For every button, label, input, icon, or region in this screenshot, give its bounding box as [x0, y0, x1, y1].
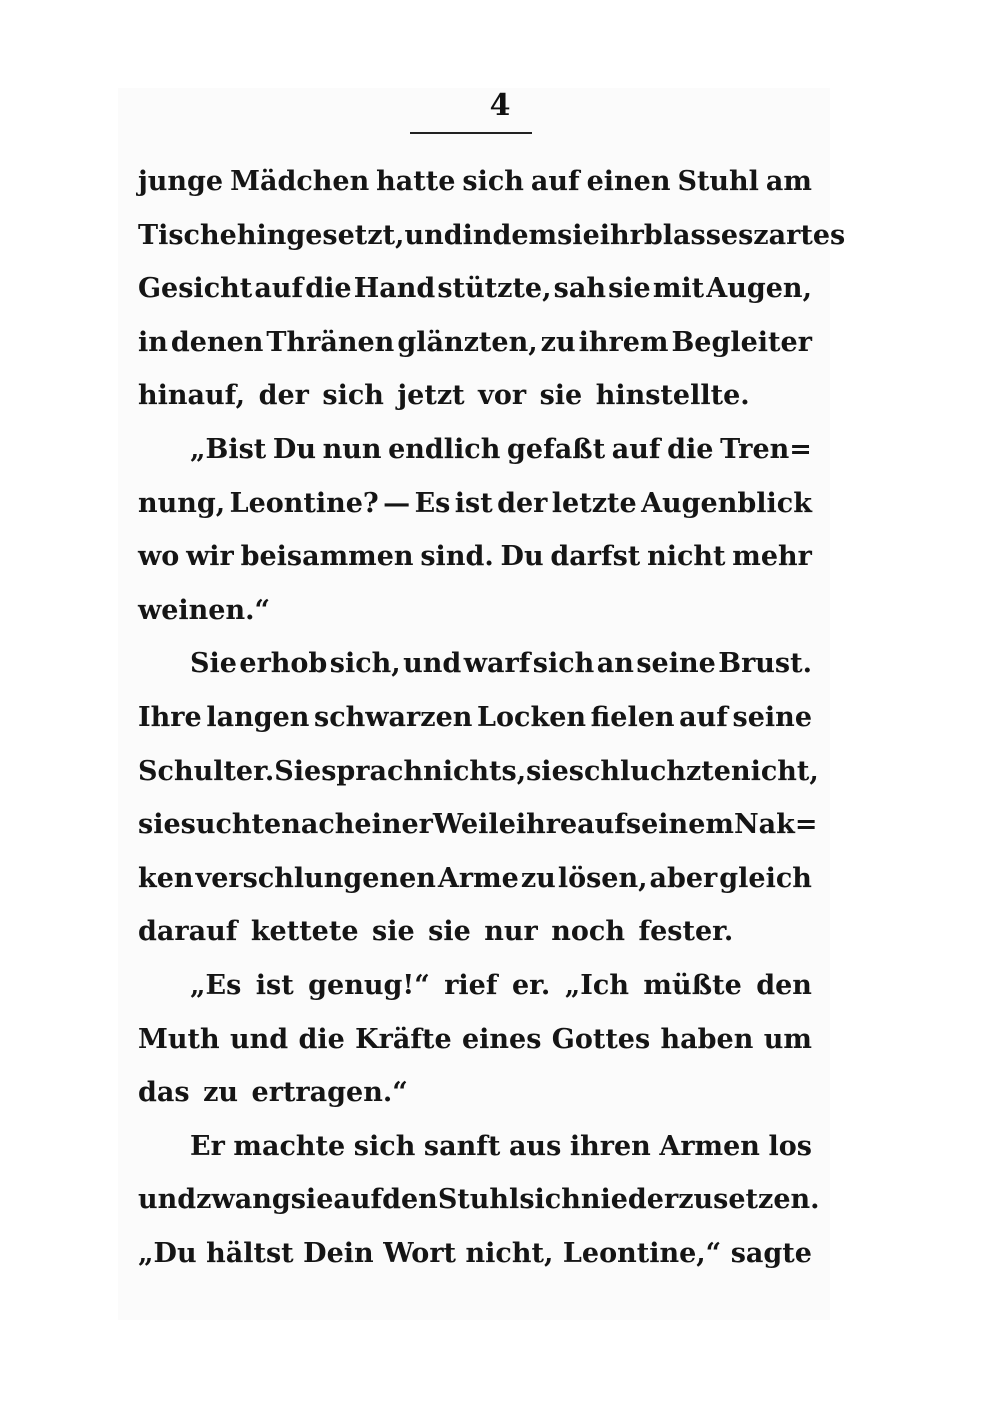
text-line	[138, 905, 812, 959]
word: denen	[170, 326, 264, 358]
word: ken	[138, 862, 194, 894]
word: zu	[540, 326, 576, 358]
word: einer	[354, 809, 433, 841]
word: „Du	[138, 1237, 197, 1269]
text-line	[138, 423, 812, 477]
header-rule	[410, 132, 532, 134]
word: darfst	[550, 541, 641, 573]
word: und	[403, 648, 462, 680]
word: endlich	[388, 433, 501, 465]
text-line	[138, 1120, 812, 1174]
word: Arme	[437, 862, 519, 894]
word: Stuhl	[437, 1184, 520, 1216]
word: ist	[255, 969, 294, 1001]
word: er.	[511, 969, 551, 1001]
word: niederzusetzen.	[580, 1184, 820, 1216]
word: verschlungenen	[195, 862, 436, 894]
word: Ihre	[138, 701, 202, 733]
word: sich	[322, 380, 384, 412]
word: auf	[530, 166, 580, 197]
word: sie	[372, 916, 415, 948]
word: nicht,	[465, 1237, 554, 1269]
word: Wort	[383, 1237, 457, 1269]
text-line	[138, 530, 812, 584]
word: Augenblick	[641, 487, 812, 519]
word: um	[763, 1023, 812, 1055]
word: wo	[138, 541, 180, 573]
word: zartes	[753, 219, 846, 251]
word: genug!“	[308, 969, 430, 1001]
word: Er	[190, 1130, 225, 1162]
word: fester.	[638, 916, 734, 948]
word: seinem	[625, 809, 734, 841]
word: sich	[353, 1130, 416, 1162]
word: einen	[586, 166, 671, 197]
word: rief	[444, 969, 498, 1001]
word: warf	[463, 648, 531, 680]
word: sie	[539, 380, 583, 412]
word: sie	[608, 273, 651, 305]
word: auf	[611, 433, 661, 465]
word: aus	[508, 1130, 562, 1162]
word: Kräfte	[355, 1023, 452, 1055]
word: müßte	[643, 969, 742, 1001]
text-line	[138, 691, 812, 745]
word: sanft	[423, 1130, 501, 1162]
word: Sie	[190, 648, 237, 680]
word: schwarzen	[314, 701, 473, 733]
word: hingesetzt,	[236, 219, 405, 251]
word: und	[404, 219, 463, 251]
text-line	[138, 584, 812, 638]
word: nichts,	[423, 755, 527, 787]
word: Dein	[303, 1237, 374, 1269]
word: Es	[414, 487, 451, 519]
word: nun	[322, 433, 382, 465]
word: suchte	[180, 809, 282, 841]
word: erhob	[239, 648, 328, 680]
word: auf	[333, 1184, 383, 1216]
word: sie	[290, 1184, 334, 1216]
word: sich	[532, 648, 595, 680]
word: nur	[484, 916, 538, 948]
word: sagte	[730, 1237, 812, 1269]
word: sie	[557, 219, 600, 251]
word: den	[382, 1184, 438, 1216]
word: sie	[428, 916, 471, 948]
word: Stuhl	[677, 166, 759, 197]
text-line	[138, 852, 812, 906]
text-line	[138, 262, 812, 316]
word: blasses	[643, 219, 754, 251]
word: los	[768, 1130, 812, 1162]
word: nicht,	[730, 755, 819, 787]
word: wir	[186, 541, 234, 573]
word: das	[138, 1077, 190, 1109]
word: die	[667, 433, 714, 465]
word: ihr	[599, 219, 644, 251]
word: Tren=	[720, 433, 812, 465]
text-line	[138, 1066, 812, 1120]
word: der	[497, 487, 548, 519]
text-line	[138, 155, 812, 209]
word: kettete	[250, 916, 359, 948]
word: auf	[679, 701, 728, 733]
word: mehr	[732, 541, 812, 573]
word: Begleiter	[671, 326, 812, 358]
word: Leontine,“	[562, 1237, 722, 1269]
word: Leontine?	[229, 487, 379, 519]
word: haben	[660, 1023, 754, 1055]
word: ertragen.“	[251, 1077, 408, 1109]
word: Armen	[659, 1130, 760, 1162]
word: die	[305, 273, 352, 305]
word: beisammen	[240, 541, 414, 573]
word: Hand	[353, 273, 436, 305]
word: eines	[461, 1023, 542, 1055]
word: —	[383, 487, 411, 519]
word: „Ich	[564, 969, 629, 1001]
word: sie	[526, 755, 569, 787]
word: letzte	[551, 487, 637, 519]
word: zu	[520, 862, 556, 894]
word: schluchzte	[568, 755, 731, 787]
text-line	[138, 745, 819, 799]
word: noch	[551, 916, 626, 948]
word: Sie	[274, 755, 322, 787]
word: seine	[732, 701, 812, 733]
word: zwang	[196, 1184, 291, 1216]
word: nach	[281, 809, 355, 841]
page-number: 4	[489, 88, 511, 123]
word: hinstellte.	[595, 380, 750, 412]
word: darauf	[138, 916, 238, 948]
word: die	[298, 1023, 345, 1055]
word: den	[756, 969, 812, 1001]
text-line	[138, 369, 812, 423]
word: und	[138, 1184, 197, 1216]
word: am	[765, 166, 812, 197]
text-line	[138, 316, 812, 370]
text-line	[138, 1013, 812, 1067]
word: der	[258, 380, 309, 412]
word: gleich	[719, 862, 812, 894]
word: „Es	[190, 969, 242, 1001]
word: Locken	[477, 701, 586, 733]
word: Nak=	[733, 809, 818, 841]
text-line	[138, 209, 846, 263]
word: sich,	[329, 648, 401, 680]
word: Gottes	[551, 1023, 651, 1055]
word: Augen,	[706, 273, 812, 305]
word: an	[596, 648, 634, 680]
word: sich	[462, 166, 524, 197]
word: und	[229, 1023, 289, 1055]
word: Weile	[432, 809, 516, 841]
word: auf	[254, 273, 304, 305]
word: nicht	[647, 541, 726, 573]
word: ihrem	[578, 326, 669, 358]
text-line	[138, 798, 818, 852]
word: mit	[652, 273, 705, 305]
text-line	[138, 1227, 812, 1281]
word: Gesicht	[138, 273, 253, 305]
word: zu	[203, 1077, 239, 1109]
word: Thränen	[266, 326, 395, 358]
word: sich	[519, 1184, 581, 1216]
word: sprach	[321, 755, 424, 787]
word: in	[138, 326, 168, 358]
word: stützte,	[437, 273, 552, 305]
word: glänzten,	[397, 326, 538, 358]
text-line	[138, 637, 812, 691]
word: nung,	[138, 487, 226, 519]
word: sind.	[420, 541, 494, 573]
text-line	[138, 1173, 820, 1227]
word: weinen.“	[138, 594, 271, 626]
word: Du	[500, 541, 544, 573]
word: ist	[454, 487, 493, 519]
word: machte	[233, 1130, 346, 1162]
word: fielen	[590, 701, 675, 733]
word: hinauf,	[138, 380, 246, 412]
word: sie	[138, 809, 181, 841]
word: lösen,	[557, 862, 648, 894]
word: hältst	[206, 1237, 294, 1269]
text-line	[138, 959, 812, 1013]
word: hatte	[376, 166, 456, 197]
word: junge	[138, 166, 224, 197]
word: ihren	[569, 1130, 651, 1162]
word: seine	[636, 648, 716, 680]
word: langen	[206, 701, 310, 733]
text-line	[138, 477, 812, 531]
word: Schulter.	[138, 755, 275, 787]
word: Du	[272, 433, 316, 465]
word: sah	[553, 273, 606, 305]
word: indem	[462, 219, 558, 251]
word: jetzt	[397, 380, 465, 412]
word: ihre	[515, 809, 578, 841]
word: „Bist	[190, 433, 267, 465]
word: Mädchen	[230, 166, 370, 197]
body-text	[138, 155, 846, 1280]
word: Muth	[138, 1023, 220, 1055]
word: Brust.	[718, 648, 812, 680]
word: auf	[577, 809, 626, 841]
word: gefaßt	[507, 433, 606, 465]
word: Tische	[138, 219, 237, 251]
word: aber	[649, 862, 718, 894]
word: vor	[478, 380, 527, 412]
